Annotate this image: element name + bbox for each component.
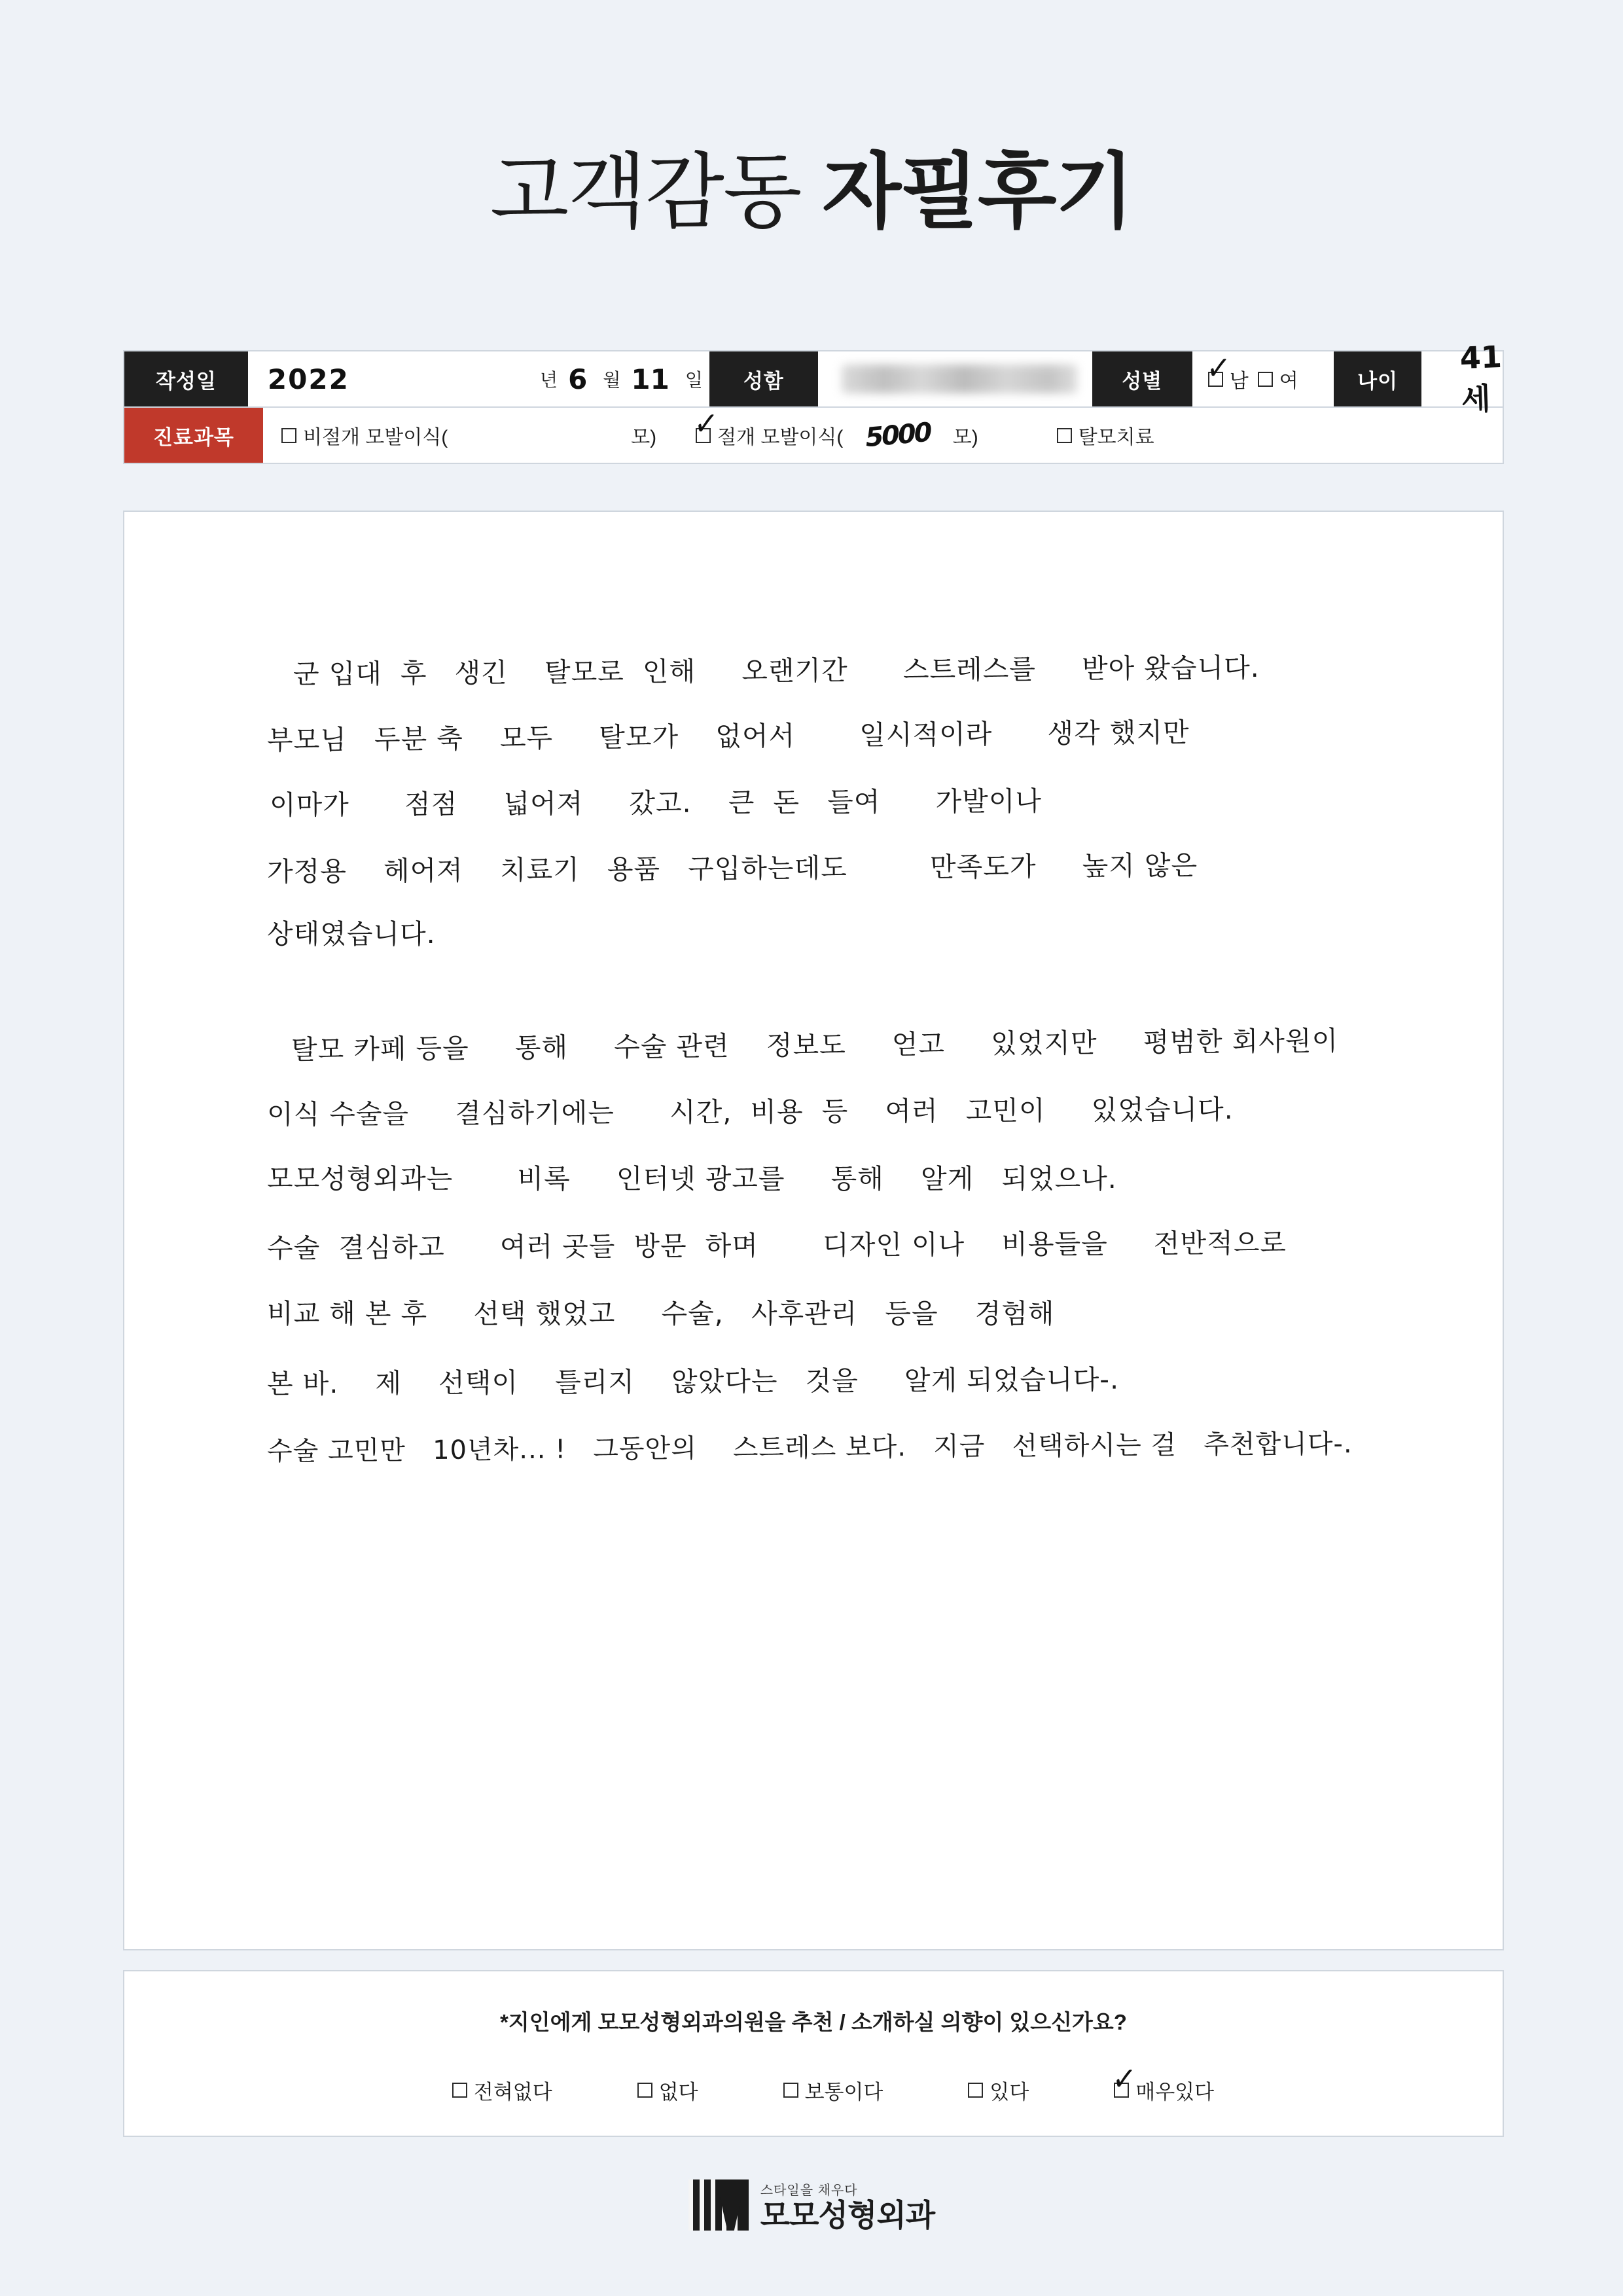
info-row-department xyxy=(124,403,1503,463)
age-value-cell xyxy=(1421,338,1503,418)
logo-text xyxy=(760,2179,935,2231)
recommend-question-box xyxy=(123,1970,1504,2137)
date-label: 작성일 xyxy=(124,351,248,406)
check-mark-icon: ✓ xyxy=(692,403,720,445)
review-line: 비교 해 본 후 선택 했었고 수술, 사후관리 등을 경험해 xyxy=(267,1298,1055,1329)
gender-option-female-label: 여 xyxy=(1279,370,1298,392)
review-line: 수술 고민만 10년차... ! 그동안의 스트레스 보다. 지금 선택하시는 걸 추천합니다-. xyxy=(266,1429,1353,1467)
checkbox-icon xyxy=(783,2083,798,2098)
recommend-options xyxy=(124,2058,1503,2105)
info-row-primary xyxy=(124,338,1503,418)
review-line: 이식 수술을 결심하기에는 시간, 비용 등 여러 고민이 있었습니다. xyxy=(266,1094,1234,1130)
review-line: 군 입대 후 생긴 탈모로 인해 오랜기간 스트레스를 받아 왔습니다. xyxy=(293,651,1260,691)
info-table xyxy=(123,338,1504,464)
dept-option-nonincision-suffix: 모) xyxy=(631,427,657,448)
recommend-option-none-at-all[interactable] xyxy=(452,2075,552,2105)
recommend-option-very-much[interactable] xyxy=(1111,2058,1215,2105)
handwritten-review-area xyxy=(123,511,1504,1950)
date-month-unit: 월 xyxy=(603,370,621,390)
recommend-option-yes[interactable] xyxy=(968,2075,1029,2105)
dept-option-incision-suffix: 모) xyxy=(952,427,978,448)
name-redacted xyxy=(842,365,1077,393)
age-value: 41세 xyxy=(1459,338,1503,418)
date-value-cell xyxy=(248,351,709,406)
name-label: 성함 xyxy=(709,351,818,406)
recommend-option-average[interactable] xyxy=(783,2075,883,2105)
date-year-value: 2022 xyxy=(267,363,349,395)
gender-label: 성별 xyxy=(1092,351,1192,406)
page-title xyxy=(0,147,1623,238)
checkbox-icon xyxy=(1057,428,1072,443)
review-line: 본 바. 제 선택이 틀리지 않았다는 것을 알게 되었습니다-. xyxy=(266,1363,1120,1400)
age-label: 나이 xyxy=(1334,351,1421,406)
date-month-value: 6 xyxy=(568,363,588,395)
department-options-cell xyxy=(263,403,1503,463)
name-value-cell xyxy=(818,351,1092,406)
dept-option-incision-label: 절개 모발이식( xyxy=(717,427,844,448)
gender-option-female[interactable] xyxy=(1258,365,1298,393)
gender-option-male-label: 남 xyxy=(1229,370,1249,392)
checkbox-icon xyxy=(696,428,711,443)
gender-value-cell xyxy=(1192,348,1334,406)
review-line: 모모성형외과는 비록 인터넷 광고를 통해 알게 되었으나. xyxy=(267,1163,1117,1194)
title-prefix: 고객감동 xyxy=(490,147,823,238)
date-day-value: 11 xyxy=(631,363,669,395)
recommend-question: *지인에게 모모성형외과의원을 추천 / 소개하실 의향이 있으신가요? xyxy=(500,2010,1127,2034)
recommend-option-label: 보통이다 xyxy=(804,2081,883,2104)
checkbox-icon xyxy=(1114,2083,1129,2098)
dept-option-incision-value: 5000 xyxy=(863,417,933,454)
gender-option-male[interactable] xyxy=(1205,348,1249,393)
title-strong: 자필후기 xyxy=(822,147,1133,238)
logo-mark-icon xyxy=(688,2179,749,2231)
review-line: 부모님 두분 축 모두 탈모가 없어서 일시적이라 생각 했지만 xyxy=(266,716,1190,757)
checkbox-icon xyxy=(1258,372,1273,387)
review-line: 탈모 카페 등을 통해 수술 관련 정보도 얻고 있었지만 평범한 회사원이 xyxy=(291,1025,1339,1066)
recommend-option-label: 전혀없다 xyxy=(473,2081,552,2104)
dept-option-nonincision[interactable] xyxy=(281,421,656,450)
check-mark-icon: ✓ xyxy=(1111,2058,1138,2100)
checkbox-icon xyxy=(637,2083,652,2098)
dept-option-hairloss-treatment-label: 탈모치료 xyxy=(1078,427,1154,448)
recommend-option-label: 있다 xyxy=(990,2081,1029,2104)
dept-option-nonincision-label: 비절개 모발이식( xyxy=(303,427,448,448)
checkbox-icon xyxy=(968,2083,983,2098)
review-line: 가정용 헤어져 치료기 용품 구입하는데도 만족도가 높지 않은 xyxy=(266,850,1198,888)
logo-tagline: 스타일을 채우다 xyxy=(760,2183,858,2198)
checkbox-icon xyxy=(452,2083,467,2098)
department-label: 진료과목 xyxy=(124,408,263,463)
clinic-logo xyxy=(0,2179,1623,2231)
recommend-option-label: 매우있다 xyxy=(1135,2081,1215,2104)
date-day-unit: 일 xyxy=(685,370,703,390)
dept-option-hairloss-treatment[interactable] xyxy=(1057,421,1154,450)
checkbox-icon xyxy=(1208,372,1223,387)
recommend-option-no[interactable] xyxy=(637,2075,698,2105)
review-line: 상태였습니다. xyxy=(267,918,436,950)
recommend-option-label: 없다 xyxy=(658,2081,698,2104)
checkbox-icon xyxy=(281,428,296,443)
review-line: 이마가 점점 넓어져 갔고. 큰 돈 들여 가발이나 xyxy=(269,785,1043,821)
review-line: 수술 결심하고 여러 곳들 방문 하며 디자인 이나 비용들을 전반적으로 xyxy=(266,1227,1287,1265)
dept-option-incision[interactable] xyxy=(692,403,978,454)
check-mark-icon: ✓ xyxy=(1205,348,1232,389)
date-year-unit: 년 xyxy=(540,370,558,390)
logo-name: 모모성형외과 xyxy=(760,2198,935,2233)
